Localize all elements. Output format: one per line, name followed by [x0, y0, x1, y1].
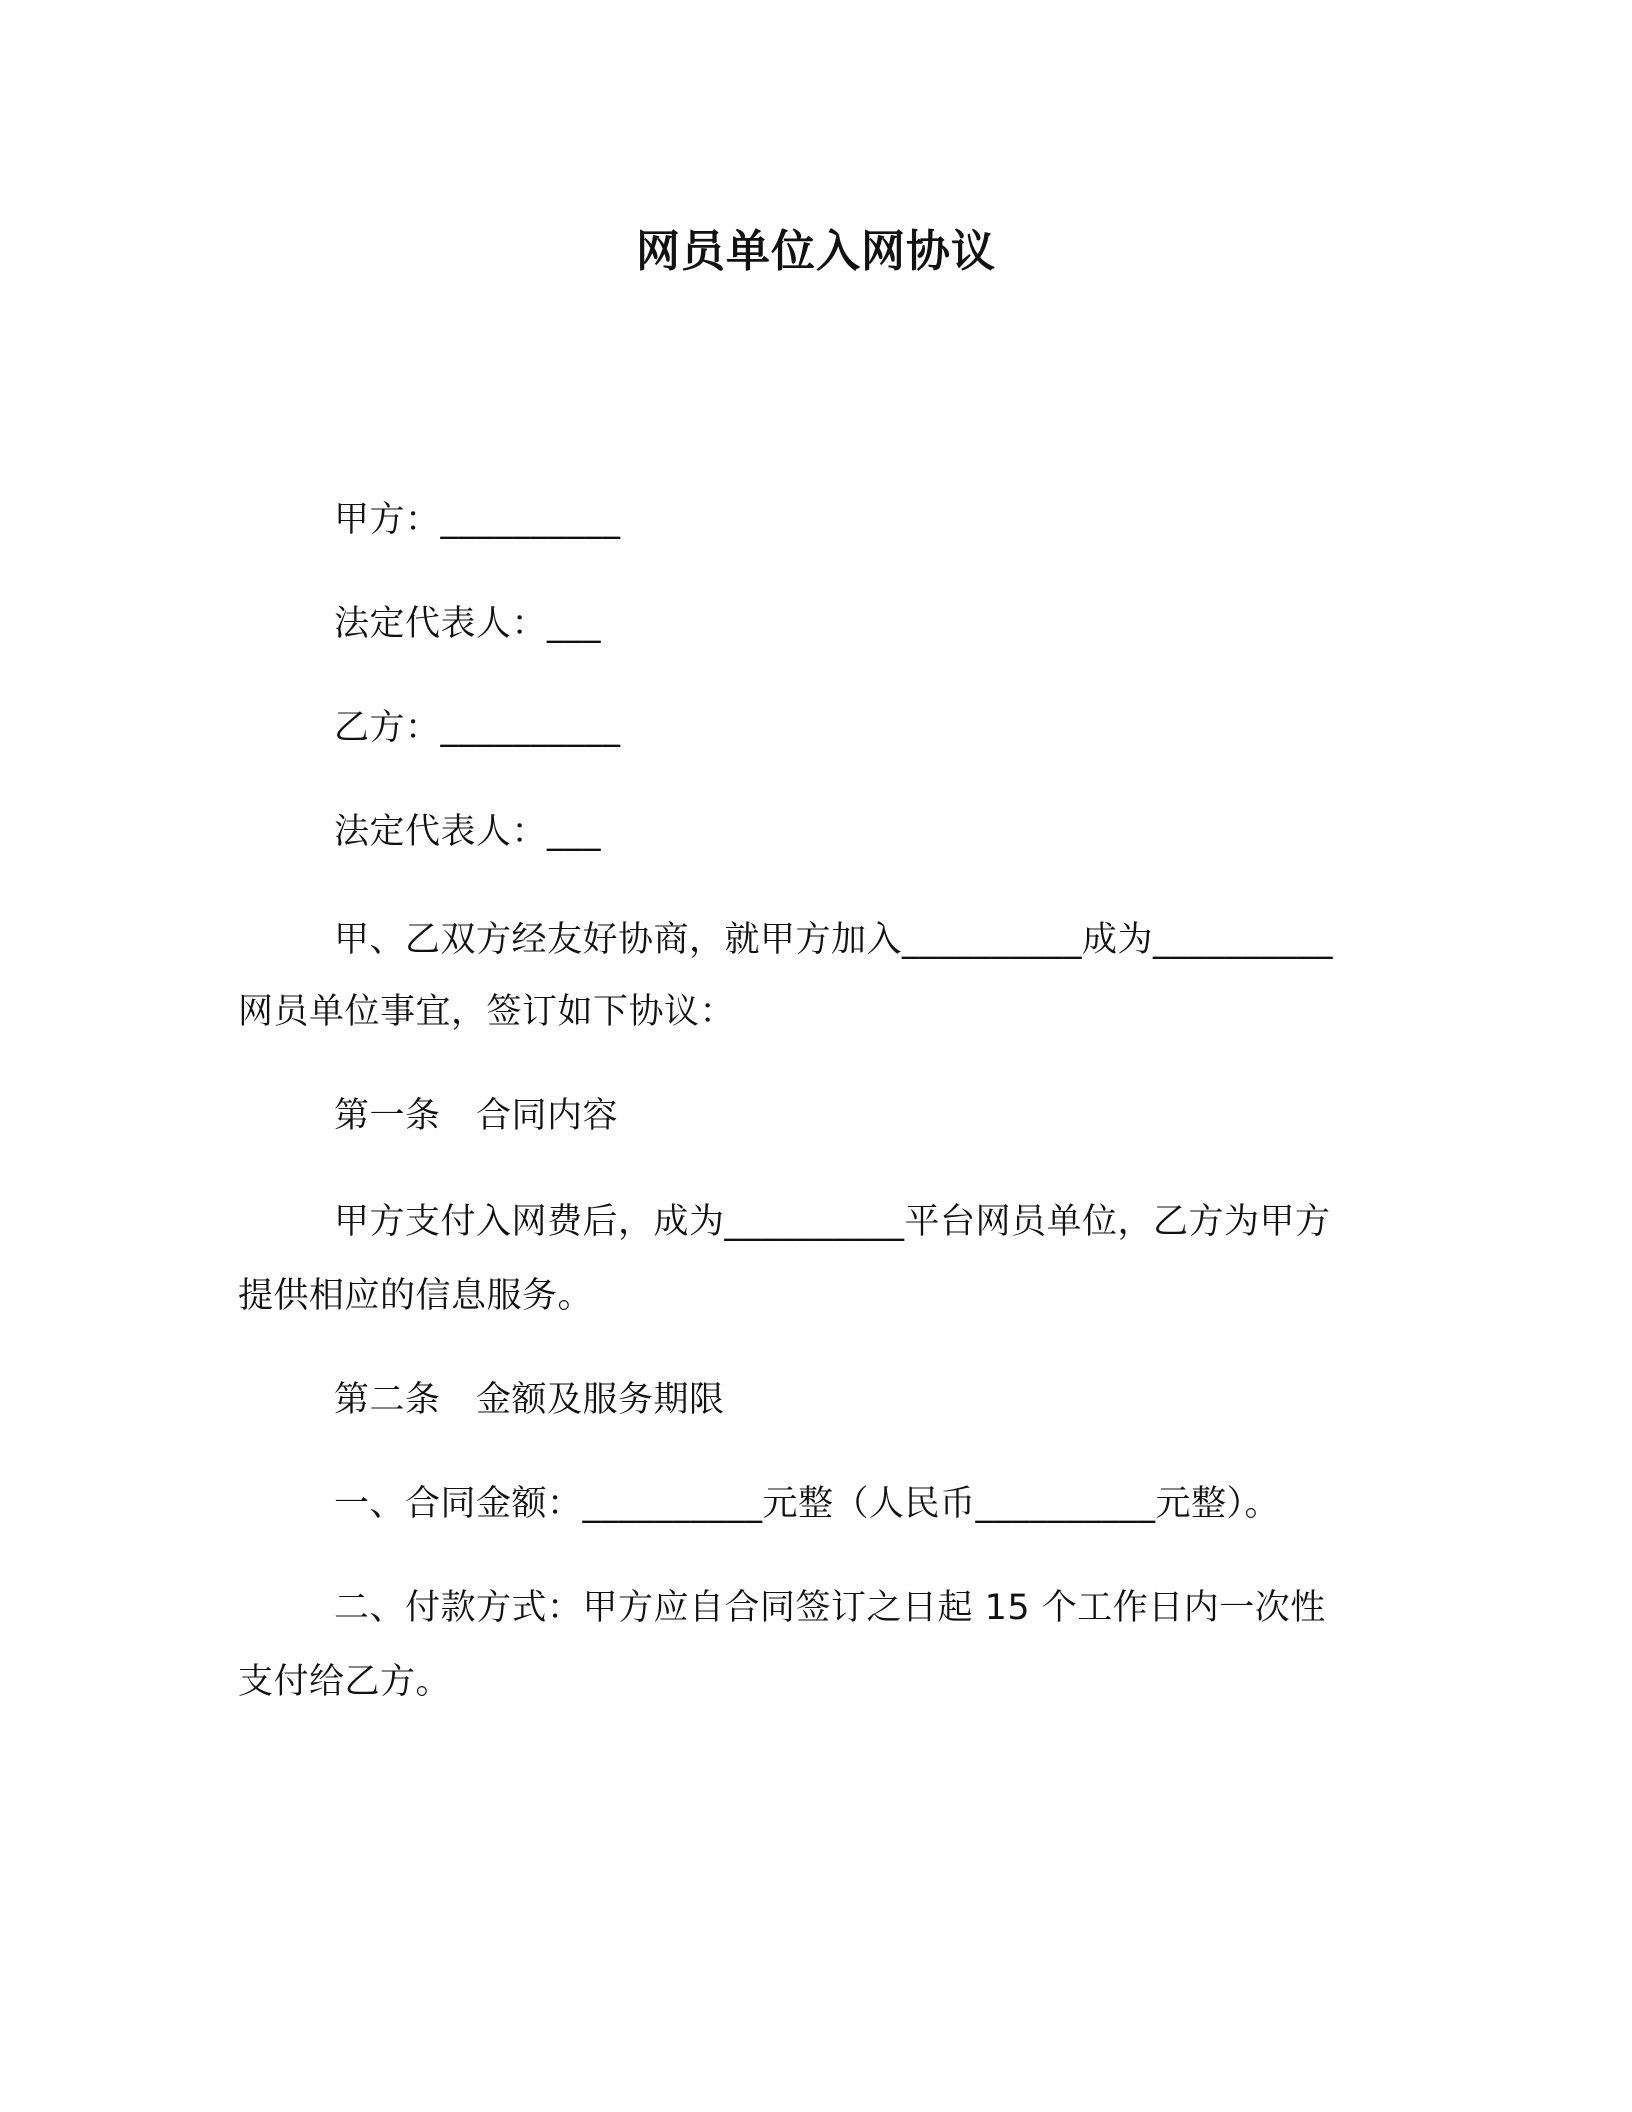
- preamble-line-1: 甲、乙双方经友好协商，就甲方加入__________成为__________: [334, 920, 1334, 960]
- party-b-representative-line: 法定代表人：___: [334, 812, 602, 852]
- document-title: 网员单位入网协议: [636, 226, 996, 277]
- party-b-line: 乙方：__________: [334, 708, 621, 748]
- article-1-line-1: 甲方支付入网费后，成为__________平台网员单位，乙方为甲方: [334, 1202, 1331, 1242]
- article-2-heading: 第二条 金额及服务期限: [334, 1380, 725, 1420]
- article-1-line-2: 提供相应的信息服务。: [238, 1276, 594, 1316]
- party-a-representative-line: 法定代表人：___: [334, 604, 602, 644]
- preamble-line-2: 网员单位事宜，签订如下协议：: [238, 992, 736, 1032]
- article-2-contract-amount: 一、合同金额：__________元整（人民币__________元整）。: [334, 1484, 1281, 1524]
- party-a-line: 甲方：__________: [334, 500, 621, 540]
- article-1-heading: 第一条 合同内容: [334, 1096, 619, 1136]
- article-2-payment-line-2: 支付给乙方。: [238, 1662, 452, 1702]
- article-2-payment-line-1: 二、付款方式：甲方应自合同签订之日起 15 个工作日内一次性: [334, 1588, 1326, 1628]
